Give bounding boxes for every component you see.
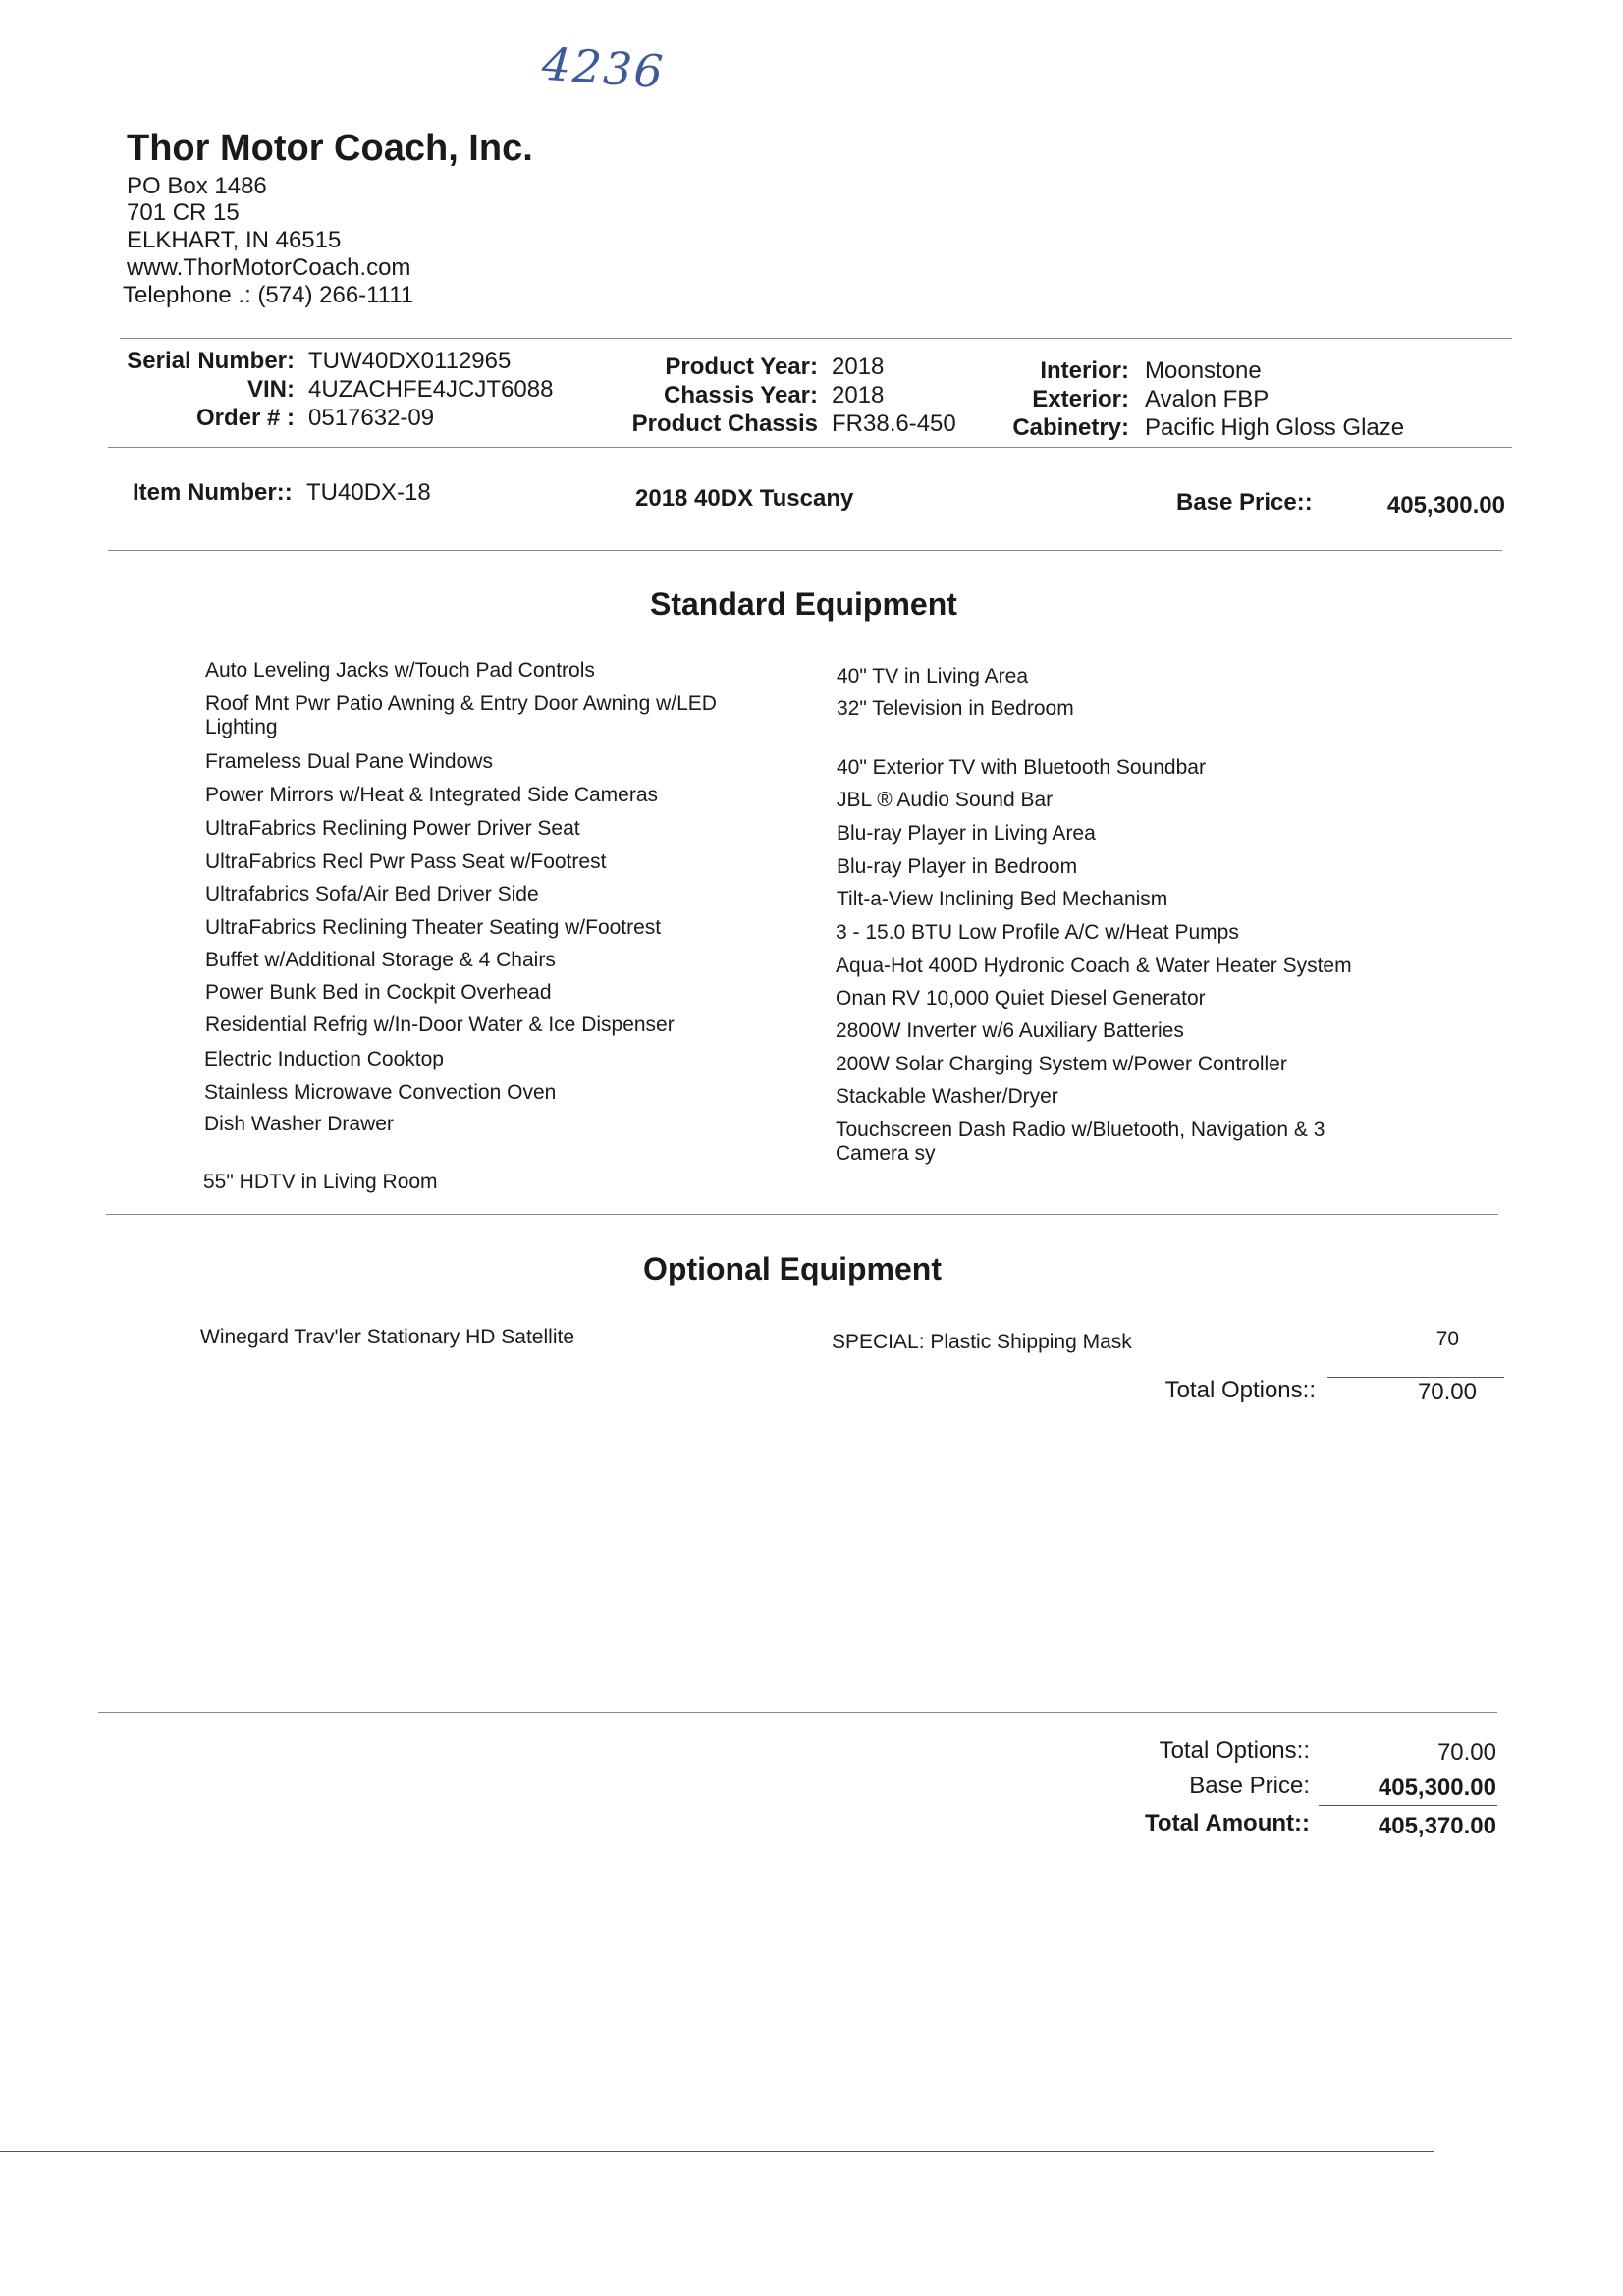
product-chassis-value: FR38.6-450 xyxy=(832,410,956,437)
address-line-1: PO Box 1486 xyxy=(127,173,267,199)
std-right-item-11: 2800W Inverter w/6 Auxiliary Batteries xyxy=(836,1019,1184,1042)
summary-underline xyxy=(1319,1805,1497,1806)
std-right-item-6: Blu-ray Player in Bedroom xyxy=(837,855,1078,878)
serial-number-label: Serial Number: xyxy=(127,348,295,374)
std-left-item-2: Roof Mnt Pwr Patio Awning & Entry Door Awning w/LED Lighting xyxy=(205,692,717,738)
options-total-value: 70.00 xyxy=(1417,1379,1477,1405)
summary-base-label: Base Price: xyxy=(1189,1773,1310,1799)
vin-value: 4UZACHFE4JCJT6088 xyxy=(308,376,554,403)
summary-amount-label: Total Amount:: xyxy=(1145,1810,1310,1836)
interior-label: Interior: xyxy=(1040,357,1129,384)
model-name: 2018 40DX Tuscany xyxy=(635,485,854,512)
chassis-year-value: 2018 xyxy=(832,382,885,409)
item-number-value: TU40DX-18 xyxy=(306,479,431,506)
std-right-item-1: 40" TV in Living Area xyxy=(837,665,1029,687)
handwritten-note: 4236 xyxy=(540,36,667,99)
divider-item xyxy=(108,550,1502,551)
exterior-label: Exterior: xyxy=(1032,386,1129,412)
divider-optional xyxy=(98,1712,1497,1713)
order-number-label: Order # : xyxy=(195,405,295,431)
cabinetry-label: Cabinetry: xyxy=(1012,414,1129,441)
vin-label: VIN: xyxy=(247,376,295,403)
std-right-item-10: Onan RV 10,000 Quiet Diesel Generator xyxy=(836,987,1206,1010)
interior-value: Moonstone xyxy=(1145,357,1262,384)
telephone: Telephone .: (574) 266-1111 xyxy=(123,282,414,308)
std-right-item-9: Aqua-Hot 400D Hydronic Coach & Water Heater System xyxy=(836,955,1352,977)
product-year-value: 2018 xyxy=(832,354,885,380)
divider-vehicle xyxy=(108,447,1512,448)
cabinetry-value: Pacific High Gloss Glaze xyxy=(1145,414,1405,441)
website: www.ThorMotorCoach.com xyxy=(127,254,411,281)
std-right-item-8: 3 - 15.0 BTU Low Profile A/C w/Heat Pumps xyxy=(836,921,1239,944)
options-total-label: Total Options:: xyxy=(1164,1377,1316,1403)
chassis-year-label: Chassis Year: xyxy=(664,382,818,409)
std-left-item-11: Residential Refrig w/In-Door Water & Ice Dispenser xyxy=(205,1013,675,1036)
summary-base-value: 405,300.00 xyxy=(1378,1775,1496,1801)
divider-bottom xyxy=(0,2151,1434,2152)
std-right-item-4: JBL ® Audio Sound Bar xyxy=(837,789,1054,811)
summary-options-value: 70.00 xyxy=(1436,1739,1496,1766)
exterior-value: Avalon FBP xyxy=(1145,386,1270,412)
std-left-item-12: Electric Induction Cooktop xyxy=(204,1048,444,1070)
standard-equipment-title: Standard Equipment xyxy=(650,586,957,622)
optional-item-shipping-mask-price: 70 xyxy=(1435,1328,1459,1350)
summary-amount-value: 405,370.00 xyxy=(1378,1813,1496,1839)
address-line-2: 701 CR 15 xyxy=(127,199,240,226)
options-total-underline xyxy=(1327,1377,1504,1378)
std-right-item-5: Blu-ray Player in Living Area xyxy=(837,822,1096,845)
std-right-item-13: Stackable Washer/Dryer xyxy=(836,1085,1058,1108)
summary-options-label: Total Options:: xyxy=(1159,1737,1310,1764)
product-chassis-label: Product Chassis xyxy=(631,410,818,437)
std-right-item-12: 200W Solar Charging System w/Power Controller xyxy=(836,1053,1287,1075)
std-left-item-4: Power Mirrors w/Heat & Integrated Side Cameras xyxy=(205,784,659,806)
std-left-item-1: Auto Leveling Jacks w/Touch Pad Controls xyxy=(205,659,595,682)
std-right-item-3: 40" Exterior TV with Bluetooth Soundbar xyxy=(837,756,1206,779)
std-left-item-6: UltraFabrics Recl Pwr Pass Seat w/Footrest xyxy=(205,850,607,873)
std-left-item-10: Power Bunk Bed in Cockpit Overhead xyxy=(205,981,552,1004)
std-left-item-14: Dish Washer Drawer xyxy=(204,1113,394,1135)
optional-equipment-title: Optional Equipment xyxy=(643,1251,942,1286)
std-left-item-9: Buffet w/Additional Storage & 4 Chairs xyxy=(205,949,556,971)
std-left-item-5: UltraFabrics Reclining Power Driver Seat xyxy=(205,817,580,840)
optional-item-shipping-mask: SPECIAL: Plastic Shipping Mask xyxy=(832,1331,1132,1353)
std-right-item-2: 32" Television in Bedroom xyxy=(837,697,1074,720)
std-left-item-3: Frameless Dual Pane Windows xyxy=(205,750,493,773)
optional-item-satellite: Winegard Trav'ler Stationary HD Satellite xyxy=(200,1326,574,1348)
std-left-item-7: Ultrafabrics Sofa/Air Bed Driver Side xyxy=(205,883,539,905)
std-left-item-15: 55" HDTV in Living Room xyxy=(203,1171,438,1193)
serial-number-value: TUW40DX0112965 xyxy=(308,348,512,374)
std-left-item-8: UltraFabrics Reclining Theater Seating w/Footrest xyxy=(205,916,662,939)
divider-top xyxy=(120,338,1512,339)
order-number-value: 0517632-09 xyxy=(308,405,435,431)
divider-standard xyxy=(106,1214,1498,1215)
item-number-label: Item Number:: xyxy=(133,479,293,506)
std-right-item-7: Tilt-a-View Inclining Bed Mechanism xyxy=(837,888,1168,910)
product-year-label: Product Year: xyxy=(665,354,818,380)
std-right-item-14: Touchscreen Dash Radio w/Bluetooth, Navigation & 3 Camera sy xyxy=(836,1119,1325,1165)
company-name: Thor Motor Coach, Inc. xyxy=(127,128,533,169)
base-price-value: 405,300.00 xyxy=(1386,492,1505,519)
base-price-label: Base Price:: xyxy=(1176,489,1313,516)
address-line-3: ELKHART, IN 46515 xyxy=(127,227,342,253)
std-left-item-13: Stainless Microwave Convection Oven xyxy=(204,1081,557,1104)
